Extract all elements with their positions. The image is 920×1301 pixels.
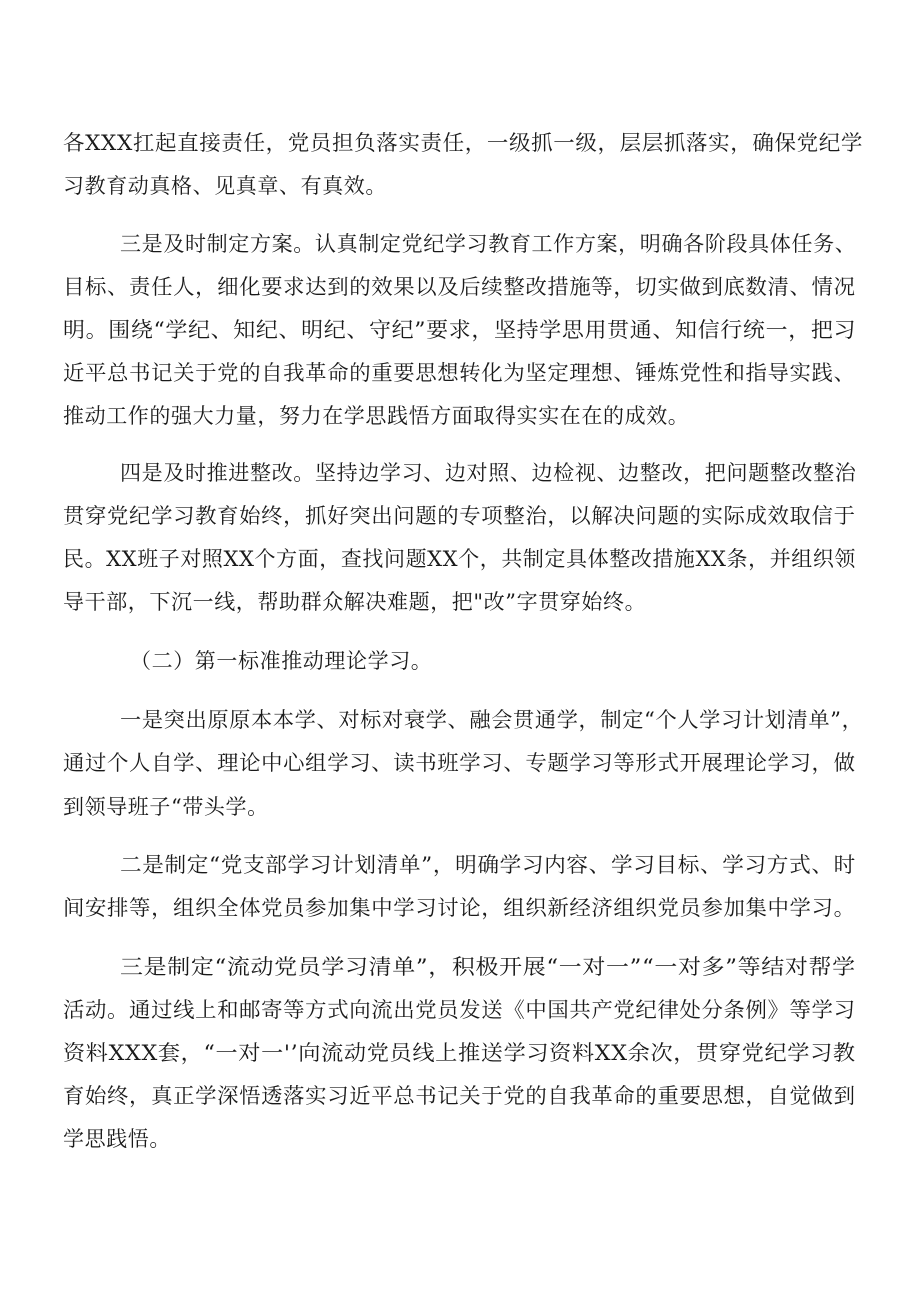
- paragraph-3-line-3: 民。XX班子对照XX个方面，查找问题XX个，共制定具体整改措施XX条，并组织领: [63, 547, 856, 571]
- paragraph-1-line-2: 习教育动真格、见真章、有真效。: [63, 174, 387, 198]
- paragraph-2-line-2: 目标、责任人，细化要求达到的效果以及后续整改措施等，切实做到底数清、情况: [63, 275, 856, 299]
- paragraph-5-line-1: 二是制定“党支部学习计划清单”，明确学习内容、学习目标、学习方式、时: [120, 853, 856, 877]
- paragraph-6-line-1: 三是制定“流动党员学习清单”，积极开展“一对一”“一对多”等结对帮学: [120, 955, 856, 979]
- paragraph-6-line-5: 学思践悟。: [63, 1127, 171, 1151]
- paragraph-2-line-1: 三是及时制定方案。认真制定党纪学习教育工作方案，明确各阶段具体任务、: [120, 232, 857, 256]
- paragraph-2-line-5: 推动工作的强大力量，努力在学思践悟方面取得实实在在的成效。: [63, 404, 690, 428]
- paragraph-6-line-4: 育始终，真正学深悟透落实习近平总书记关于党的自我革命的重要思想，自觉做到: [63, 1084, 856, 1108]
- paragraph-3-line-4: 导干部，下沉一线，帮助群众解决难题，把"改”字贯穿始终。: [63, 590, 647, 614]
- paragraph-4-line-1: 一是突出原原本本学、对标对衰学、融会贯通学，制定“个人学习计划清单”，: [120, 708, 864, 732]
- paragraph-1-line-1: 各XXX扛起直接责任，党员担负落实责任，一级抓一级，层层抓落实，确保党纪学: [63, 131, 864, 155]
- paragraph-4-line-3: 到领导班子“带头学。: [63, 795, 269, 819]
- paragraph-2-line-3: 明。围绕“学纪、知纪、明纪、守纪”要求，坚持学思用贯通、知信行统一，把习: [63, 318, 857, 342]
- paragraph-2-line-4: 近平总书记关于党的自我革命的重要思想转化为坚定理想、锤炼党性和指导实践、: [63, 361, 856, 385]
- section-heading: （二）第一标准推动理论学习。: [130, 649, 433, 673]
- paragraph-3-line-2: 贯穿党纪学习教育始终，抓好突出问题的专项整治，以解决问题的实际成效取信于: [63, 504, 856, 528]
- paragraph-6-line-3: 资料XXX套，“一对一'’向流动党员线上推送学习资料XX余次，贯穿党纪学习教: [63, 1041, 856, 1065]
- paragraph-3-line-1: 四是及时推进整改。坚持边学习、边对照、边检视、边整改，把问题整改整治: [120, 461, 857, 485]
- paragraph-4-line-2: 通过个人自学、理论中心组学习、读书班学习、专题学习等形式开展理论学习，做: [63, 751, 856, 775]
- paragraph-5-line-2: 间安排等，组织全体党员参加集中学习讨论，组织新经济组织党员参加集中学习。: [63, 896, 856, 920]
- paragraph-6-line-2: 活动。通过线上和邮寄等方式向流出党员发送《中国共产党纪律处分条例》等学习: [63, 998, 856, 1022]
